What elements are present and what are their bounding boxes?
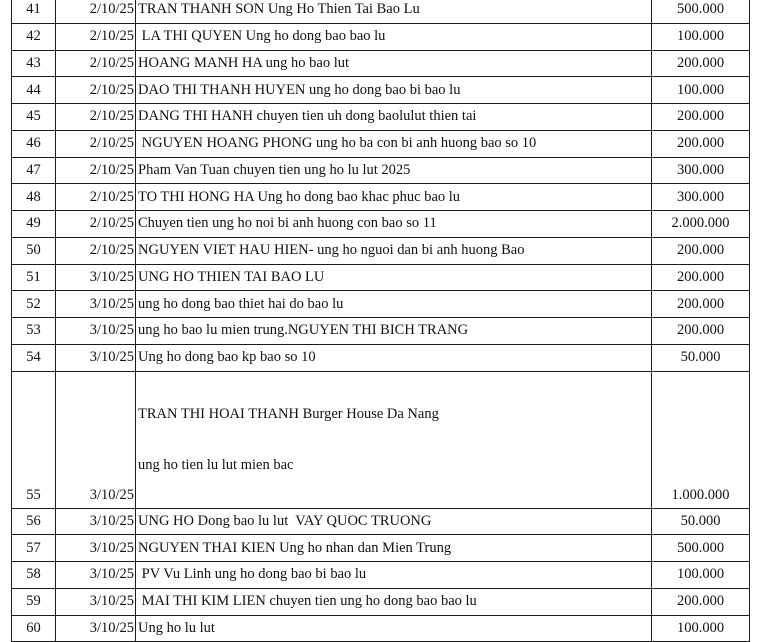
row-number: 60: [12, 615, 56, 642]
row-amount: 50.000: [652, 508, 750, 535]
row-number: 53: [12, 318, 56, 345]
row-amount: 200.000: [652, 130, 750, 157]
row-description: UNG HO Dong bao lu lut VAY QUOC TRUONG: [136, 508, 652, 535]
row-number: 52: [12, 291, 56, 318]
table-row: [12, 211, 750, 238]
row-amount: 200.000: [652, 104, 750, 131]
row-date: 3/10/25: [56, 508, 136, 535]
row-description: LA THI QUYEN Ung ho dong bao bao lu: [136, 23, 652, 50]
row-date: 2/10/25: [56, 0, 136, 23]
row-description: NGUYEN HOANG PHONG ung ho ba con bi anh huong bao so 10: [136, 130, 652, 157]
table-row: [12, 291, 750, 318]
table-row: [12, 318, 750, 345]
row-description: ung ho bao lu mien trung.NGUYEN THI BICH TRANG: [136, 318, 652, 345]
row-amount: 2.000.000: [652, 211, 750, 238]
row-date: 3/10/25: [56, 264, 136, 291]
row-amount: 1.000.000: [652, 371, 750, 508]
row-number: 55: [12, 371, 56, 508]
row-amount: 100.000: [652, 562, 750, 589]
table-row: [12, 157, 750, 184]
row-amount: 500.000: [652, 535, 750, 562]
row-date: 2/10/25: [56, 77, 136, 104]
table-row: [12, 50, 750, 77]
row-description: Chuyen tien ung ho noi bi anh huong con bao so 11: [136, 211, 652, 238]
row-description: Ung ho dong bao kp bao so 10: [136, 344, 652, 371]
row-amount: 100.000: [652, 77, 750, 104]
table-row: [12, 615, 750, 642]
table-row: [12, 130, 750, 157]
row-description: Ung ho lu lut: [136, 615, 652, 642]
row-description: NGUYEN VIET HAU HIEN- ung ho nguoi dan bi anh huong Bao: [136, 237, 652, 264]
row-description-line-2: ung ho tien lu lut mien bac: [138, 456, 294, 473]
row-description: [136, 371, 652, 508]
row-number: 50: [12, 237, 56, 264]
row-amount: 200.000: [652, 264, 750, 291]
table-row: [12, 508, 750, 535]
row-description: MAI THI KIM LIEN chuyen tien ung ho dong bao bao lu: [136, 588, 652, 615]
row-amount: 200.000: [652, 291, 750, 318]
table-row: [12, 371, 750, 508]
row-number: 42: [12, 23, 56, 50]
row-description: ung ho dong bao thiet hai do bao lu: [136, 291, 652, 318]
row-date: 3/10/25: [56, 535, 136, 562]
row-number: 43: [12, 50, 56, 77]
row-number: 57: [12, 535, 56, 562]
row-date: 3/10/25: [56, 344, 136, 371]
row-number: 51: [12, 264, 56, 291]
row-description: TRAN THANH SON Ung Ho Thien Tai Bao Lu: [136, 0, 652, 23]
row-number: 48: [12, 184, 56, 211]
row-number: 49: [12, 211, 56, 238]
table-row: [12, 77, 750, 104]
row-amount: 200.000: [652, 588, 750, 615]
row-amount: 200.000: [652, 318, 750, 345]
row-description: NGUYEN THAI KIEN Ung ho nhan dan Mien Trung: [136, 535, 652, 562]
row-description: DANG THI HANH chuyen tien uh dong baolulut thien tai: [136, 104, 652, 131]
row-date: 2/10/25: [56, 211, 136, 238]
row-date: 3/10/25: [56, 318, 136, 345]
row-date: 2/10/25: [56, 130, 136, 157]
row-amount: 200.000: [652, 237, 750, 264]
row-date: 3/10/25: [56, 562, 136, 589]
row-number: 41: [12, 0, 56, 23]
table-row: [12, 264, 750, 291]
row-number: 59: [12, 588, 56, 615]
row-date: 2/10/25: [56, 23, 136, 50]
row-amount: 100.000: [652, 23, 750, 50]
row-number: 44: [12, 77, 56, 104]
row-description: TO THI HONG HA Ung ho dong bao khac phuc bao lu: [136, 184, 652, 211]
row-date: 3/10/25: [56, 291, 136, 318]
table-row: [12, 588, 750, 615]
row-number: 56: [12, 508, 56, 535]
table-row: [12, 535, 750, 562]
table-row: [12, 344, 750, 371]
row-date: 2/10/25: [56, 237, 136, 264]
row-description: UNG HO THIEN TAI BAO LU: [136, 264, 652, 291]
row-description: HOANG MANH HA ung ho bao lut: [136, 50, 652, 77]
row-date: 3/10/25: [56, 588, 136, 615]
row-number: 54: [12, 344, 56, 371]
row-date: 2/10/25: [56, 157, 136, 184]
row-date: 2/10/25: [56, 50, 136, 77]
row-description: Pham Van Tuan chuyen tien ung ho lu lut 2025: [136, 157, 652, 184]
table-row: [12, 0, 750, 23]
row-amount: 500.000: [652, 0, 750, 23]
row-number: 45: [12, 104, 56, 131]
row-description: PV Vu Linh ung ho dong bao bi bao lu: [136, 562, 652, 589]
row-amount: 300.000: [652, 157, 750, 184]
row-date: 2/10/25: [56, 104, 136, 131]
row-date: 2/10/25: [56, 184, 136, 211]
row-date: 3/10/25: [56, 371, 136, 508]
donation-table-body: [12, 0, 750, 642]
row-number: 47: [12, 157, 56, 184]
row-description: DAO THI THANH HUYEN ung ho dong bao bi bao lu: [136, 77, 652, 104]
row-number: 58: [12, 562, 56, 589]
table-row: [12, 104, 750, 131]
row-description-line-1: TRAN THI HOAI THANH Burger House Da Nang: [138, 405, 439, 422]
table-row: [12, 237, 750, 264]
row-amount: 50.000: [652, 344, 750, 371]
row-amount: 300.000: [652, 184, 750, 211]
row-number: 46: [12, 130, 56, 157]
row-amount: 200.000: [652, 50, 750, 77]
table-row: [12, 562, 750, 589]
row-amount: 100.000: [652, 615, 750, 642]
table-row: [12, 184, 750, 211]
row-date: 3/10/25: [56, 615, 136, 642]
donation-table: [11, 0, 750, 642]
table-row: [12, 23, 750, 50]
